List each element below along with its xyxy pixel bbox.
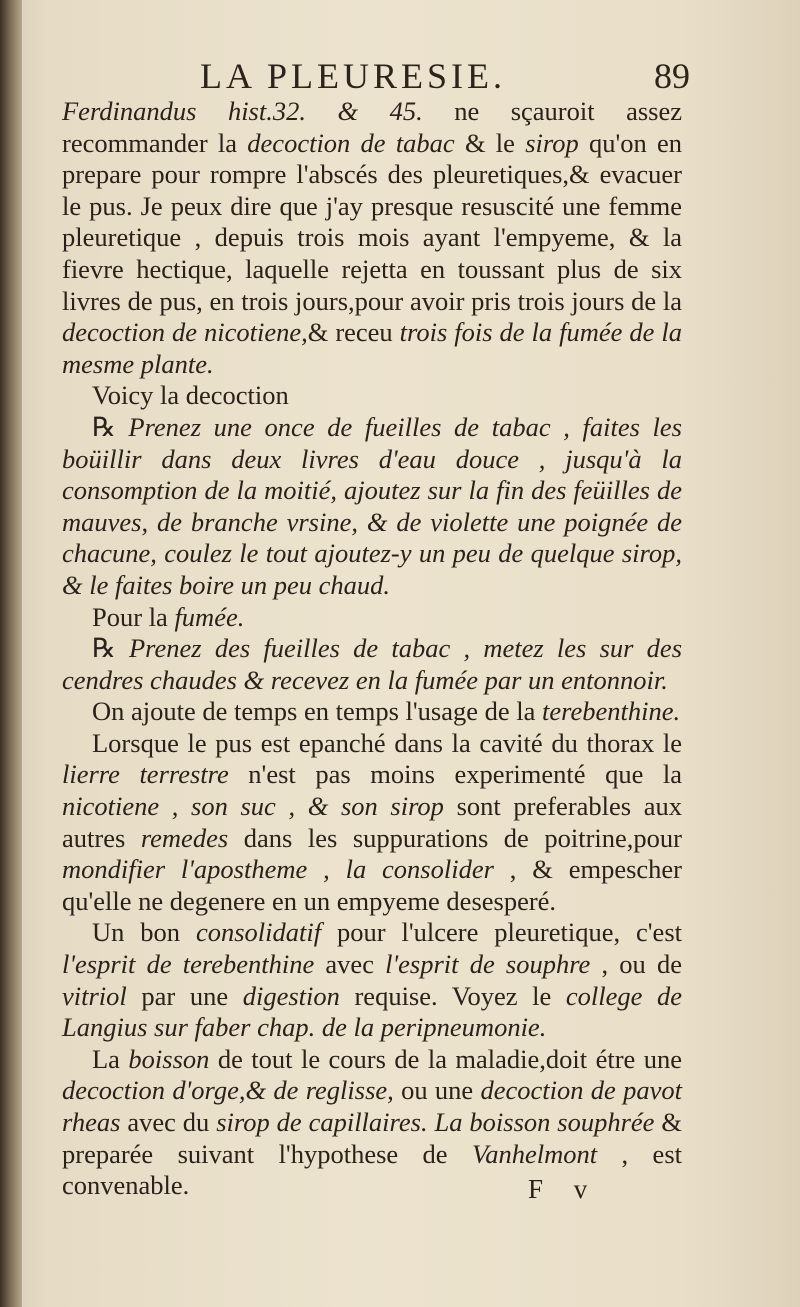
italic-text-segment: trois fois de la fumée de la mesme plante.	[62, 317, 682, 379]
italic-text-segment: mondifier l'apostheme , la consolider	[62, 854, 494, 885]
text-paragraph	[62, 917, 682, 1043]
text-segment: , ou de	[590, 949, 682, 980]
italic-text-segment: Ferdinandus hist.32. & 45.	[62, 96, 423, 126]
text-segment: ne sçauroit assez recommander la	[62, 96, 683, 158]
italic-text-segment: l'esprit de souphre	[385, 949, 591, 980]
italic-text-segment: decoction de nicotiene,	[62, 317, 308, 348]
text-segment: avec du	[120, 1107, 217, 1137]
running-title: LA PLEURESIE.	[200, 56, 507, 96]
italic-text-segment: Prenez une once de fueilles de tabac , faites les boüillir dans deux livres d'eau douce , jusqu'à la consomption de la moitié, ajoutez sur la fin des feüilles de mauves, de branche vrsine, & de violette une poignée de chacune, coulez le tout ajoutez-y un peu de quelque sirop, & le faites boire un peu chaud.	[62, 411, 682, 600]
italic-text-segment: Vanhelmont	[471, 1138, 598, 1169]
text-paragraph	[62, 96, 682, 380]
signature-mark: F v	[528, 1174, 600, 1204]
text-segment: ou une	[393, 1075, 481, 1106]
text-segment: n'est pas moins experimenté que la	[228, 759, 683, 790]
text-segment: Lorsque le pus est epanché dans la cavité du thorax le	[92, 727, 682, 758]
italic-text-segment: fumée.	[174, 601, 245, 632]
italic-text-segment: Prenez des fueilles de tabac , metez les sur des cendres chaudes & recevez en la fumée par un entonnoir.	[62, 633, 683, 695]
page-number: 89	[654, 56, 690, 96]
italic-text-segment: college de Langius sur faber chap. de la peripneumonie.	[62, 980, 682, 1043]
text-segment: ℞	[92, 633, 129, 664]
italic-text-segment: l'esprit de terebenthine	[62, 949, 315, 980]
text-segment: Voicy la decoction	[92, 380, 289, 411]
text-segment: qu'on en prepare pour rompre l'abscés des pleuretiques,& evacuer le pus. Je peux dire que j'ay presque resuscité une femme pleuretique , depuis trois mois ayant l'empyeme, & la fievre hectique, laquelle rejetta en toussant plus de six livres de pus, en trois jours,pour avoir pris trois jours de la	[62, 127, 682, 316]
text-segment: dans les suppurations de poitrine,pour	[228, 822, 682, 853]
text-paragraph	[62, 728, 682, 918]
italic-text-segment: vitriol	[62, 980, 127, 1011]
recipe-paragraph	[62, 633, 682, 696]
italic-text-segment: decoction d'orge,& de reglisse,	[62, 1075, 394, 1106]
italic-text-segment: decoction de pavot rheas	[62, 1075, 682, 1137]
text-segment: requise. Voyez le	[339, 980, 566, 1011]
book-binding-edge	[0, 0, 22, 1307]
text-segment: On ajoute de temps en temps l'usage de la	[92, 696, 542, 727]
text-paragraph	[62, 696, 682, 728]
text-paragraph	[62, 602, 682, 634]
text-segment: avec	[314, 949, 386, 980]
text-segment: ℞	[92, 411, 129, 442]
italic-text-segment: lierre terrestre	[62, 759, 229, 790]
italic-text-segment: nicotiene , son suc , & son sirop	[62, 791, 444, 822]
body-text	[62, 96, 682, 1202]
recipe-paragraph	[62, 412, 682, 602]
text-segment: , & empescher qu'elle ne degenere en un empyeme desesperé.	[62, 854, 682, 916]
italic-text-segment: decoction de tabac	[247, 127, 455, 158]
italic-text-segment: digestion	[242, 980, 340, 1011]
italic-text-segment: consolidatif	[195, 917, 322, 948]
italic-text-segment: sirop de capillaires. La boisson souphrée	[216, 1107, 655, 1137]
text-segment: & preparée suivant l'hypothese de	[62, 1107, 682, 1169]
text-segment: Pour la	[92, 601, 175, 632]
italic-text-segment: remedes	[140, 822, 229, 853]
text-paragraph	[62, 380, 682, 412]
text-segment: pour l'ulcere pleuretique, c'est	[321, 917, 682, 948]
text-segment: Un bon	[92, 917, 196, 948]
text-segment: sont preferables aux autres	[62, 791, 682, 853]
text-segment: & receu	[307, 317, 400, 348]
italic-text-segment: terebenthine.	[542, 696, 681, 727]
text-segment: , est convenable.	[62, 1138, 682, 1201]
text-segment: & le	[454, 127, 526, 158]
text-segment: de tout le cours de la maladie,doit étre une	[209, 1043, 682, 1074]
italic-text-segment: sirop	[525, 127, 579, 158]
text-segment: par une	[126, 980, 243, 1011]
text-segment: La	[92, 1043, 129, 1074]
italic-text-segment: boisson	[128, 1043, 210, 1074]
